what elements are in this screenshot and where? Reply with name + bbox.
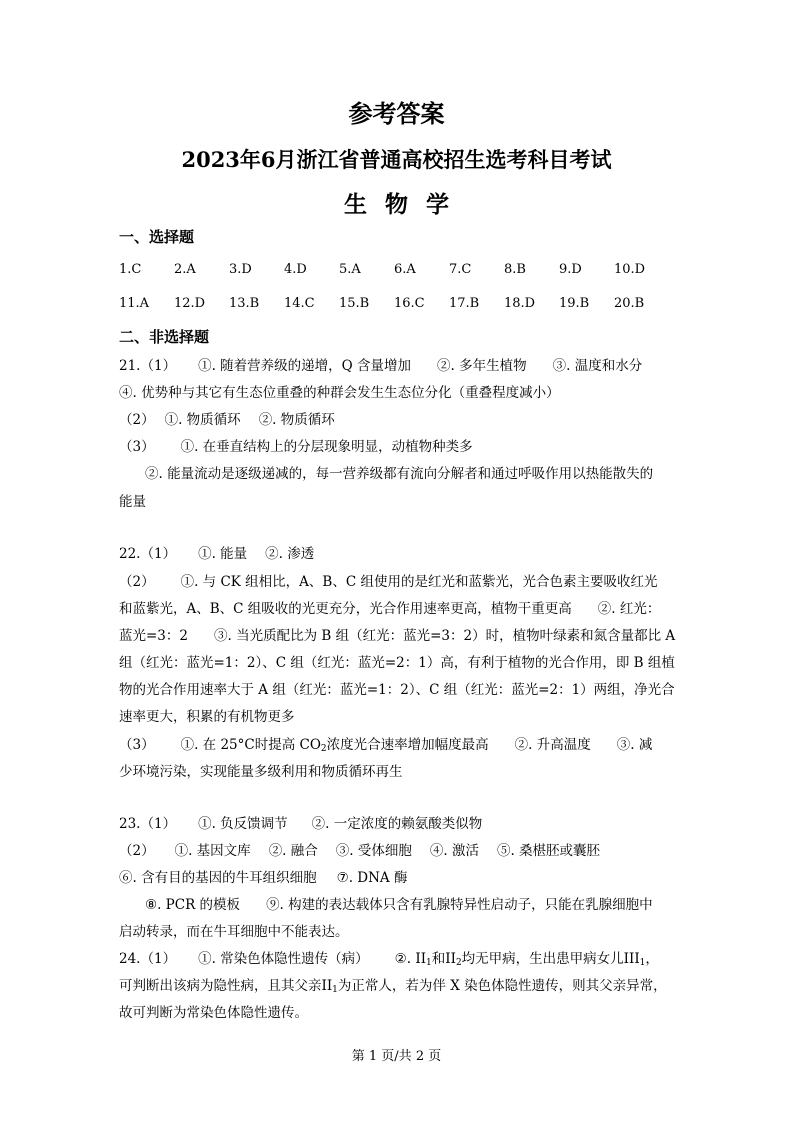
part-label: （2） — [119, 843, 155, 859]
answer-item: ②. 红光： — [597, 601, 661, 617]
answer-text: ， — [645, 951, 659, 967]
choice-answer: 4.D — [284, 262, 307, 277]
choice-answer: 9.D — [559, 262, 582, 277]
q22-line-6: 物的光合作用速率大于 A 组（红光：蓝光=1：2）、C 组（红光：蓝光=2：1）两组，净光合 — [119, 682, 675, 698]
choice-answer: 5.A — [339, 262, 361, 277]
answer-item: ①. 常染色体隐性遗传（病） — [198, 951, 369, 967]
part-label: （3） — [119, 439, 155, 455]
answer-item: ⑥. 含有目的基因的牛耳组织细胞 — [119, 870, 317, 886]
q21-line-4 — [119, 437, 473, 457]
part-label: （3） — [119, 737, 155, 753]
answer-text: 浓度光合速率增加幅度最高 — [326, 737, 489, 753]
answer-item: ③. 当光质配比为 B 组（红光：蓝光=3：2）时，植物叶绿素和氮含量都比 A — [214, 628, 676, 644]
section-heading-non-choice: 二、非选择题 — [119, 328, 210, 346]
page-footer: 第 1 页/共 2 页 — [351, 1049, 442, 1064]
answer-item: ①. 在垂直结构上的分层现象明显，动植物种类多 — [180, 439, 473, 455]
page-title: 参考答案 — [348, 99, 445, 128]
choice-answer: 2.A — [174, 262, 196, 277]
answer-item: ⑤. 桑椹胚或囊胚 — [496, 843, 601, 859]
answer-item: ①. 能量 — [198, 546, 248, 562]
choice-answer: 6.A — [394, 262, 416, 277]
q22-line-8 — [119, 735, 652, 755]
choice-answer: 12.D — [174, 296, 206, 311]
choice-answer: 10.D — [614, 262, 646, 277]
q22-line-4 — [119, 626, 675, 646]
choice-answer: 19.B — [559, 296, 590, 311]
question-number: 21. — [119, 358, 141, 374]
part-label: （1） — [140, 951, 177, 967]
answer-text: 和蓝紫光，A、B、C 组吸收的光更充分，光合作用速率更高，植物干重更高 — [119, 601, 572, 617]
answer-item: ②. 一定浓度的赖氨酸类似物 — [311, 816, 483, 832]
answer-item: ⑨. 构建的表达载体只含有乳腺特异性启动子，只能在乳腺细胞中 — [266, 897, 653, 913]
q21-line-3 — [119, 410, 335, 430]
part-label: （1） — [140, 816, 177, 832]
answer-item: ②. II — [394, 951, 427, 967]
q21-line-2: ④. 优势种与其它有生态位重叠的种群会发生生态位分化（重叠程度减小） — [119, 385, 560, 401]
choice-answer: 20.B — [614, 296, 645, 311]
answer-item: ①. 物质循环 — [164, 412, 241, 428]
q22-line-7: 速率更大，积累的有机物更多 — [119, 709, 295, 725]
q23-line-5: 启动转录，而在牛耳细胞中不能表达。 — [119, 924, 349, 940]
q23-line-1 — [119, 814, 482, 834]
answer-item: ②. 升高温度 — [514, 737, 591, 753]
answer-text: 均无甲病，生出患甲病女儿III — [461, 951, 640, 967]
answer-item: ②. 多年生植物 — [437, 358, 527, 374]
choice-answer: 3.D — [229, 262, 252, 277]
q21-line-6: 能量 — [119, 494, 146, 510]
q22-line-5: 组（红光：蓝光=1：2）、C 组（红光：蓝光=2：1）高，有利于植物的光合作用，即 B 组植 — [119, 655, 675, 671]
answer-item: ②. 融合 — [268, 843, 318, 859]
q21-line-1 — [119, 356, 642, 376]
answer-item: ⑧. PCR 的模板 — [145, 897, 241, 913]
part-label: （2） — [119, 574, 155, 590]
answer-text: 和II — [431, 951, 456, 967]
answer-item: ①. 在 25°C时提高 CO — [180, 737, 321, 753]
q24-line-2 — [119, 976, 667, 996]
answer-item: ①. 负反馈调节 — [198, 816, 288, 832]
subscript: 2 — [320, 744, 327, 754]
subscript: 1 — [332, 985, 338, 995]
section-heading-choice: 一、选择题 — [119, 228, 195, 246]
subject-title: 生物学 — [344, 191, 467, 218]
q22-line-2 — [119, 572, 657, 592]
answer-item: ③. 温度和水分 — [552, 358, 643, 374]
choice-answer: 13.B — [229, 296, 260, 311]
choice-answer: 11.A — [119, 296, 150, 311]
answer-item: ④. 激活 — [429, 843, 479, 859]
choice-answer: 14.C — [284, 296, 315, 311]
answer-item: ①. 与 CK 组相比，A、B、C 组使用的是红光和蓝紫光，光合色素主要吸收红光 — [180, 574, 658, 590]
choice-answer: 15.B — [339, 296, 370, 311]
q22-line-9: 少环境污染，实现能量多级利用和物质循环再生 — [119, 764, 403, 780]
part-label: （1） — [140, 546, 177, 562]
choice-answer: 17.B — [449, 296, 480, 311]
question-number: 22. — [119, 546, 141, 562]
part-label: （2） — [119, 412, 155, 428]
choice-answer: 7.C — [449, 262, 472, 277]
question-number: 24. — [119, 951, 141, 967]
q21-line-5: ②. 能量流动是逐级递减的，每一营养级都有流向分解者和通过呼吸作用以热能散失的 — [145, 466, 654, 482]
subscript: 1 — [426, 958, 432, 968]
answer-item: ③. 减 — [616, 737, 653, 753]
answer-text: 为正常人，若为伴 X 染色体隐性遗传，则其父亲异常， — [337, 978, 667, 994]
q23-line-3 — [119, 868, 407, 888]
choice-answer: 18.D — [504, 296, 536, 311]
q24-line-3: 故可判断为常染色体隐性遗传。 — [119, 1005, 308, 1021]
answer-item: ②. 物质循环 — [258, 412, 335, 428]
answer-text: 蓝光=3：2 — [119, 628, 188, 644]
question-number: 23. — [119, 816, 141, 832]
answer-item: ③. 受体细胞 — [335, 843, 412, 859]
subscript: 1 — [639, 958, 646, 968]
answer-item: ①. 基因文库 — [174, 843, 251, 859]
choice-answer: 1.C — [119, 262, 142, 277]
exam-subtitle: 2023年6月浙江省普通高校招生选考科目考试 — [181, 147, 612, 172]
q22-line-3 — [119, 599, 660, 619]
q23-line-4 — [145, 895, 653, 915]
answer-item: ①. 随着营养级的递增，Q 含量增加 — [198, 358, 412, 374]
q24-line-1 — [119, 949, 659, 969]
q23-line-2 — [119, 841, 600, 861]
subscript: 2 — [455, 958, 462, 968]
answer-item: ②. 渗透 — [265, 546, 315, 562]
part-label: （1） — [140, 358, 177, 374]
choice-answer: 16.C — [394, 296, 425, 311]
answer-text: 可判断出该病为隐性病，且其父亲II — [119, 978, 333, 994]
choice-answer: 8.B — [504, 262, 526, 277]
q22-line-1 — [119, 544, 314, 564]
answer-item: ⑦. DNA 酶 — [336, 870, 408, 886]
